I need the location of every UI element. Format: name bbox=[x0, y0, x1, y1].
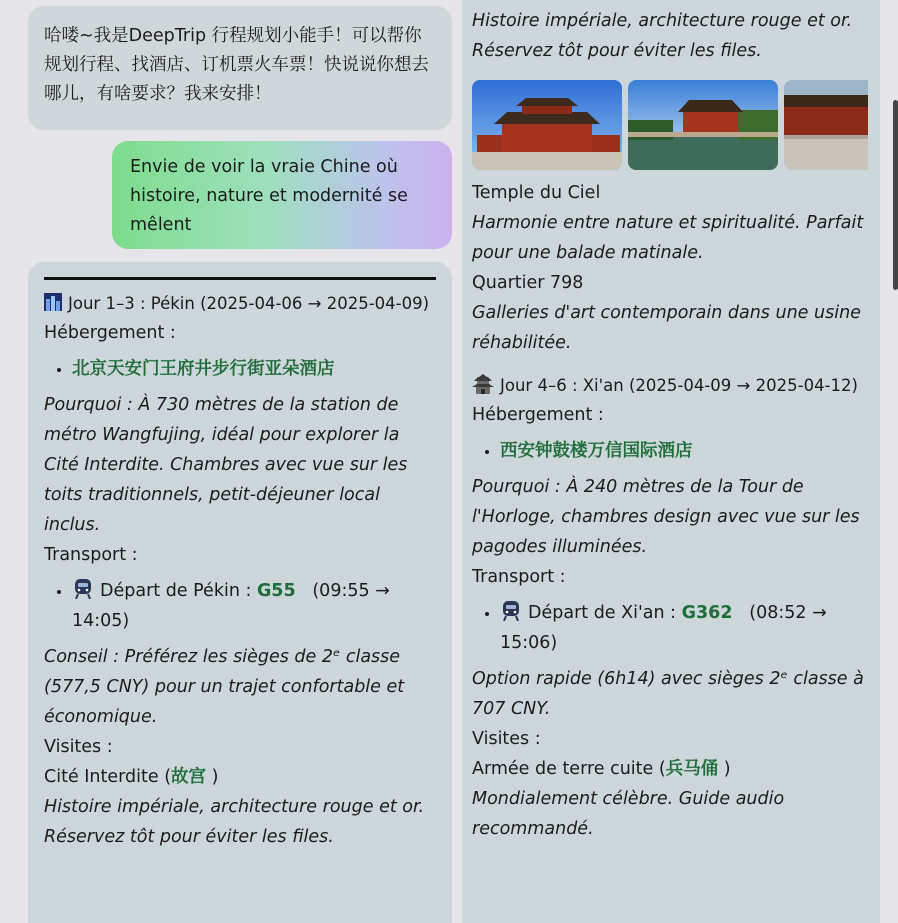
scrollbar[interactable] bbox=[893, 100, 898, 290]
visits-label: Visites : bbox=[44, 737, 113, 757]
divider bbox=[44, 277, 436, 280]
visit-description: Histoire impériale, architecture rouge et or. Réservez tôt pour éviter les files. bbox=[44, 797, 425, 847]
train-icon bbox=[74, 579, 92, 599]
visit-title: Temple du Ciel bbox=[472, 183, 601, 203]
hotel-link[interactable]: 西安钟鼓楼万信国际酒店 bbox=[500, 441, 693, 461]
city-icon bbox=[44, 293, 62, 311]
train-code-link[interactable]: G55 bbox=[256, 581, 296, 601]
hotel-reason: Pourquoi : À 730 mètres de la station de métro Wangfujing, idéal pour explorer la Cité Interdite. Chambres avec vue sur les toits traditionnels, petit-déjeuner local inclus. bbox=[44, 395, 408, 535]
train-prefix: Départ de Xi'an : bbox=[528, 603, 682, 623]
visits-label: Visites : bbox=[472, 729, 541, 749]
visit-close: ) bbox=[206, 767, 219, 787]
train-icon bbox=[502, 601, 520, 621]
photo-strip[interactable] bbox=[472, 80, 870, 170]
user-message-text: Envie de voir la vraie Chine où histoire, nature et modernité se mêlent bbox=[130, 157, 408, 235]
lodging-label: Hébergement : bbox=[472, 405, 604, 425]
list-item bbox=[500, 598, 870, 658]
travel-tip: Option rapide (6h14) avec sièges 2ᵉ classe à 707 CNY. bbox=[472, 669, 864, 719]
hotel-link[interactable]: 北京天安门王府井步行街亚朵酒店 bbox=[72, 359, 335, 379]
visit-title bbox=[472, 754, 870, 784]
visit-close: ) bbox=[718, 759, 731, 779]
visit-description: Harmonie entre nature et spiritualité. Parfait pour une balade matinale. bbox=[472, 213, 864, 263]
day-header-xian bbox=[472, 372, 870, 400]
transport-list bbox=[472, 598, 870, 658]
pagoda-icon bbox=[472, 374, 494, 394]
day-header-beijing bbox=[44, 290, 436, 318]
visit-description: Mondialement célèbre. Guide audio recommandé. bbox=[472, 789, 785, 839]
hotel-list bbox=[44, 354, 436, 384]
transport-label: Transport : bbox=[44, 545, 138, 565]
visit-link[interactable]: 故宫 bbox=[171, 767, 207, 787]
forbidden-city-photo-2[interactable] bbox=[628, 80, 778, 170]
hotel-list bbox=[472, 436, 870, 466]
visit-description: Histoire impériale, architecture rouge et or. Réservez tôt pour éviter les files. bbox=[472, 11, 853, 61]
visit-description: Galleries d'art contemporain dans une usine réhabilitée. bbox=[472, 303, 861, 353]
train-time: (09:55 → 14:05) bbox=[72, 581, 390, 631]
train-code-link[interactable]: G362 bbox=[681, 603, 733, 623]
hotel-reason: Pourquoi : À 240 mètres de la Tour de l'Horloge, chambres design avec vue sur les pagodes illuminées. bbox=[472, 477, 860, 557]
list-item bbox=[500, 436, 870, 466]
visit-name: Armée de terre cuite ( bbox=[472, 759, 666, 779]
visit-title bbox=[44, 762, 436, 792]
visit-title: Quartier 798 bbox=[472, 273, 584, 293]
transport-label: Transport : bbox=[472, 567, 566, 587]
list-item bbox=[72, 354, 436, 384]
transport-list bbox=[44, 576, 436, 636]
lodging-label: Hébergement : bbox=[44, 323, 176, 343]
train-prefix: Départ de Pékin : bbox=[100, 581, 257, 601]
day-header-text: Jour 1–3 : Pékin (2025-04-06 → 2025-04-09) bbox=[68, 294, 430, 313]
visit-name: Cité Interdite ( bbox=[44, 767, 172, 787]
user-message-bubble bbox=[112, 141, 452, 249]
day-header-text: Jour 4–6 : Xi'an (2025-04-09 → 2025-04-12) bbox=[500, 376, 858, 395]
forbidden-city-photo-1[interactable] bbox=[472, 80, 622, 170]
list-item bbox=[72, 576, 436, 636]
travel-tip: Conseil : Préférez les sièges de 2ᵉ classe (577,5 CNY) pour un trajet confortable et économique. bbox=[44, 647, 405, 727]
forbidden-city-photo-3[interactable] bbox=[784, 80, 868, 170]
itinerary-card-right bbox=[462, 0, 880, 923]
bot-greeting-bubble bbox=[28, 6, 452, 130]
visit-link[interactable]: 兵马俑 bbox=[665, 759, 719, 779]
itinerary-card-left bbox=[28, 262, 452, 923]
train-time: (08:52 → 15:06) bbox=[500, 603, 827, 653]
bot-greeting-text: 哈喽~我是DeepTrip 行程规划小能手！可以帮你规划行程、找酒店、订机票火车票！快说说你想去哪儿，有啥要求？我来安排！ bbox=[44, 26, 429, 104]
